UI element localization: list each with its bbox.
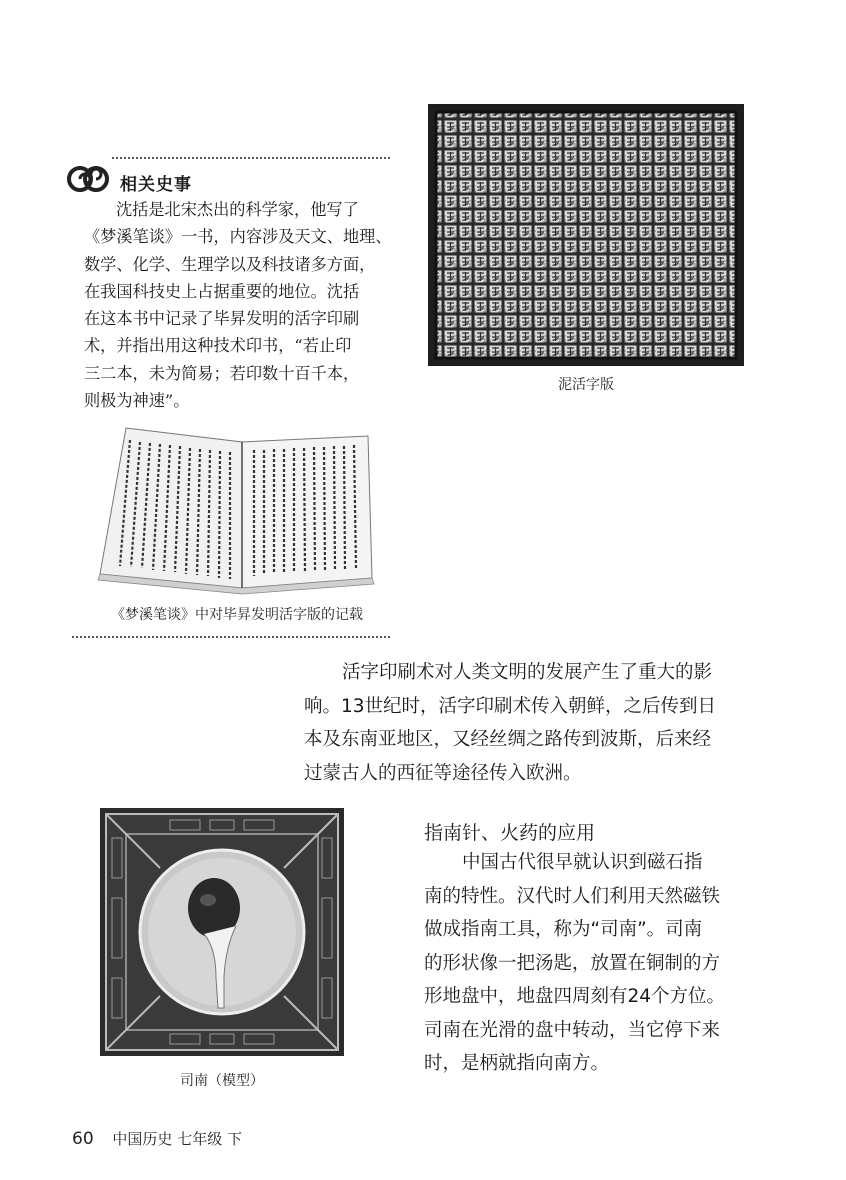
sidebar-line: 在这本书中记录了毕昇发明的活字印刷 (84, 309, 360, 329)
paragraph-line: 做成指南工具，称为“司南”。司南 (424, 919, 703, 940)
mengxi-bitan-book-photo (96, 418, 378, 596)
paragraph-line: 响。13世纪时，活字印刷术传入朝鲜，之后传到日 (304, 695, 717, 717)
sinan-caption: 司南（模型） (180, 1073, 264, 1089)
paragraph-line: 过蒙古人的西征等途径传入欧洲。 (304, 762, 582, 784)
book-title: 中国历史 七年级 下 (112, 1130, 242, 1148)
sidebar-line: 术，并指出用这种技术印书，“若止印 (84, 336, 352, 356)
section-heading: 指南针、火药的应用 (424, 822, 596, 844)
paragraph-line: 司南在光滑的盘中转动，当它停下来 (424, 1019, 721, 1041)
sidebar-top-divider (112, 157, 390, 159)
sidebar-line: 三二本，未为简易；若印数十百千本， (84, 363, 360, 383)
paragraph-line: 中国古代很早就认识到磁石指 (462, 852, 703, 873)
paragraph-printing (304, 656, 716, 790)
paragraph-compass (424, 846, 725, 1081)
sidebar-title: 相关史事 (120, 175, 192, 195)
book-caption: 《梦溪笔谈》中对毕昇发明活字版的记载 (111, 607, 363, 623)
sidebar-line: 则极为神速”。 (84, 391, 190, 411)
paragraph-line: 活字印刷术对人类文明的发展产生了重大的影 (342, 662, 713, 683)
paragraph-line: 时，是柄就指向南方。 (424, 1053, 610, 1074)
page-footer (72, 1128, 242, 1149)
paragraph-line: 本及东南亚地区，又经丝绸之路传到波斯，后来经 (304, 729, 712, 750)
spiral-ornament-icon (66, 160, 110, 198)
sidebar-line: 沈括是北宋杰出的科学家，他写了 (116, 200, 359, 219)
sidebar-line: 在我国科技史上占据重要的地位。沈括 (84, 281, 360, 301)
clay-type-caption: 泥活字版 (558, 377, 614, 393)
sidebar-text (84, 196, 394, 414)
sidebar-line: 《梦溪笔谈》一书，内容涉及天文、地理、 (84, 227, 392, 247)
sidebar-line: 数学、化学、生理学以及科技诸多方面， (84, 254, 376, 274)
sinan-model-photo (100, 808, 344, 1056)
clay-type-plate-photo (428, 104, 744, 366)
page-number: 60 (72, 1129, 94, 1149)
paragraph-line: 南的特性。汉代时人们利用天然磁铁 (424, 885, 721, 907)
sidebar-bottom-divider (72, 636, 390, 638)
paragraph-line: 形地盘中，地盘四周刻有24个方位。 (424, 986, 726, 1007)
paragraph-line: 的形状像一把汤匙，放置在铜制的方 (424, 952, 721, 974)
